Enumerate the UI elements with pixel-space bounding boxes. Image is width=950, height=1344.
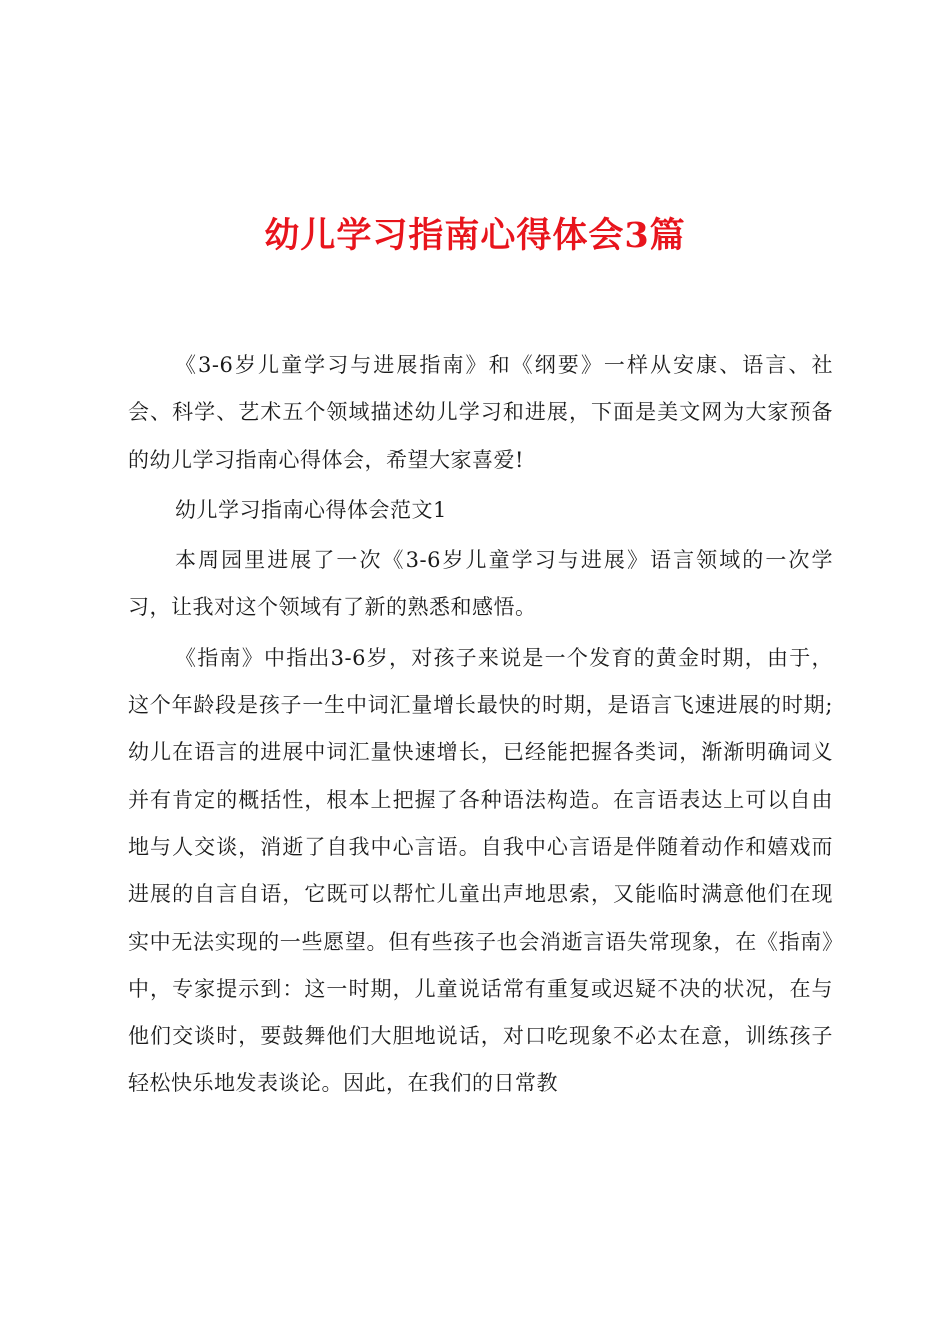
body-paragraph: 《指南》中指出3-6岁，对孩子来说是一个发育的黄金时期，由于，这个年龄段是孩子一生中词汇量增长最快的时期，是语言飞速进展的时期;幼儿在语言的进展中词汇量快速增长，已经能把握各类词，渐渐明确词义并有肯定的概括性，根本上把握了各种语法构造。在言语表达上可以自由地与人交谈，消逝了自我中心言语。自我中心言语是伴随着动作和嬉戏而进展的自言自语，它既可以帮忙儿童出声地思索，又能临时满意他们在现实中无法实现的一些愿望。但有些孩子也会消逝言语失常现象，在《指南》中，专家提示到：这一时期，儿童说话常有重复或迟疑不决的状况，在与他们交谈时，要鼓舞他们大胆地说话，对口吃现象不必太在意，训练孩子轻松快乐地发表谈论。因此，在我们的日常教 xyxy=(128,645,833,1096)
document-title: 幼儿学习指南心得体会3篇 xyxy=(264,215,686,256)
document-body xyxy=(128,342,833,1111)
intro-paragraph: 《3-6岁儿童学习与进展指南》和《纲要》一样从安康、语言、社会、科学、艺术五个领域描述幼儿学习和进展，下面是美文网为大家预备的幼儿学习指南心得体会，希望大家喜爱! xyxy=(128,353,833,472)
body-paragraph: 本周园里进展了一次《3-6岁儿童学习与进展》语言领域的一次学习，让我对这个领域有了新的熟悉和感悟。 xyxy=(128,548,833,620)
section-heading: 幼儿学习指南心得体会范文1 xyxy=(175,497,447,522)
